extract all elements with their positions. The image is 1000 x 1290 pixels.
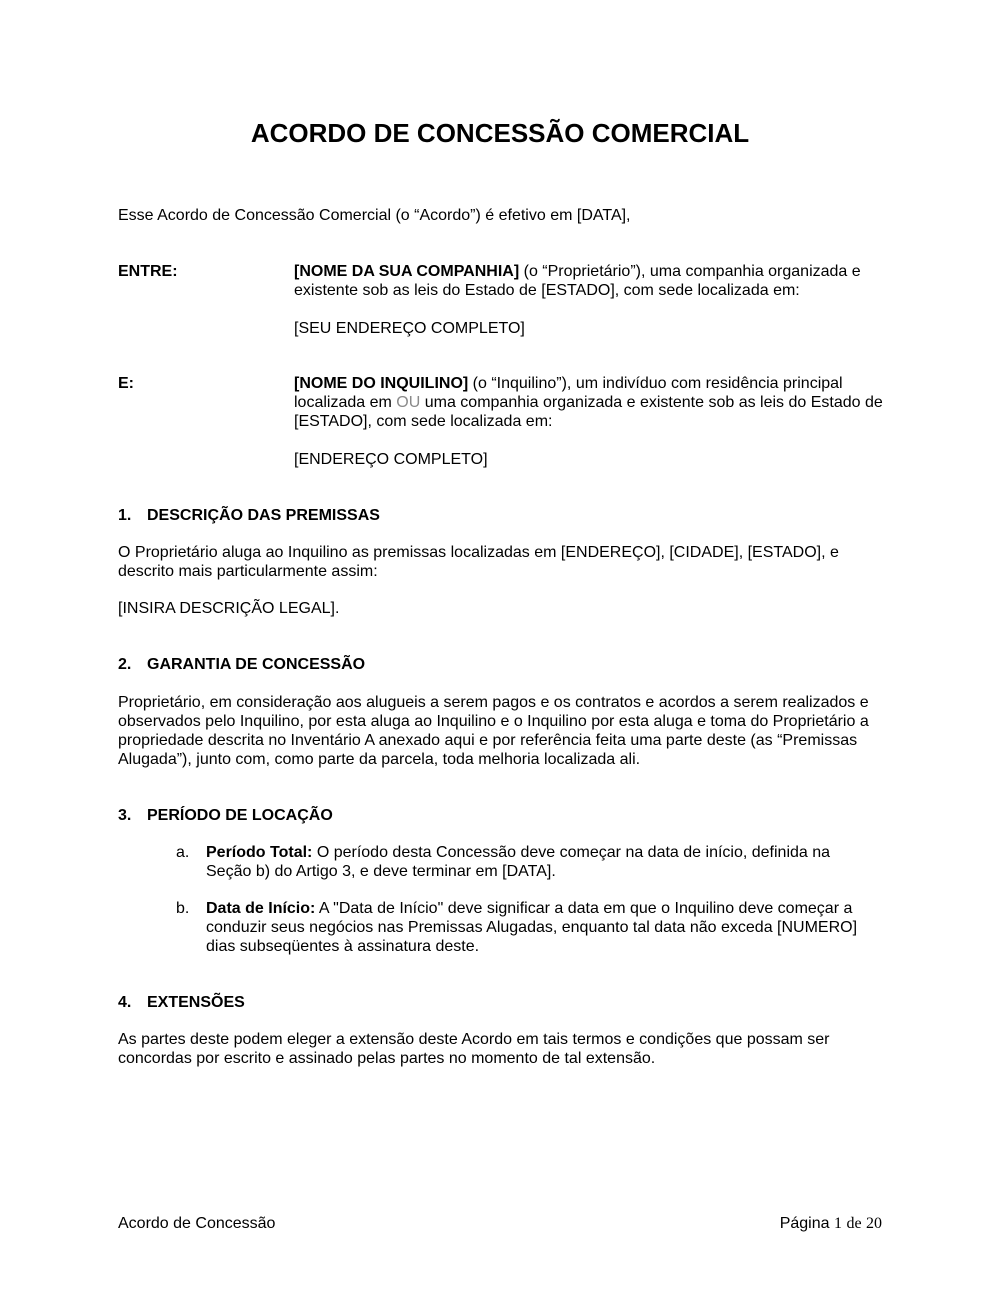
footer-page-label: Página xyxy=(779,1215,830,1232)
item-body: O período desta Concessão deve começar na data de início, definida na Seção b) do Artigo 3, e deve terminar em [DATA]. xyxy=(206,844,831,880)
section-4-title: EXTENSÕES xyxy=(147,994,245,1011)
section-3-title: PERÍODO DE LOCAÇÃO xyxy=(147,807,333,824)
item-body: A "Data de Início" deve significar a data em que o Inquilino deve começar a conduzir seus negócios nas Premissas Alugadas, enquanto tal data não exceda [NUMERO] dias subseqüentes à assinatura deste. xyxy=(206,900,858,955)
item-text xyxy=(206,899,876,956)
item-letter: a. xyxy=(176,844,190,861)
tenant-paragraph xyxy=(294,374,884,431)
section-2-title: GARANTIA DE CONCESSÃO xyxy=(147,656,366,673)
tenant-name: [NOME DO INQUILINO] xyxy=(294,375,469,392)
section-1-title: DESCRIÇÃO DAS PREMISSAS xyxy=(147,507,380,524)
owner-name: [NOME DA SUA COMPANHIA] xyxy=(294,263,520,280)
footer-document-name: Acordo de Concessão xyxy=(118,1215,276,1232)
section-1-number: 1. xyxy=(118,507,132,524)
tenant-ou: OU xyxy=(396,394,421,411)
section-4-heading xyxy=(118,993,245,1012)
section-2-number: 2. xyxy=(118,656,132,673)
item-label: Período Total: xyxy=(206,844,313,861)
item-text xyxy=(206,843,876,881)
section-3-heading xyxy=(118,806,333,825)
list-item xyxy=(176,899,876,956)
entre-label: ENTRE: xyxy=(118,263,178,280)
section-4-text: As partes deste podem eleger a extensão deste Acordo em tais termos e condições que possam ser concordas por escrito e assinado pelas partes no momento de tal extensão. xyxy=(118,1031,830,1067)
section-1-text: O Proprietário aluga ao Inquilino as premissas localizadas em [ENDEREÇO], [CIDADE], [ESTADO], e descrito mais particularmente assim: xyxy=(118,544,839,580)
item-letter: b. xyxy=(176,900,190,917)
footer-page-total: 20 xyxy=(866,1215,882,1232)
list-item xyxy=(176,843,876,881)
section-1-heading xyxy=(118,506,380,525)
section-4-number: 4. xyxy=(118,994,132,1011)
owner-paragraph xyxy=(294,262,884,300)
document-title: ACORDO DE CONCESSÃO COMERCIAL xyxy=(250,118,750,148)
owner-description: (o “Proprietário”), uma companhia organizada e existente sob as leis do Estado de [ESTADO], com sede localizada em: xyxy=(294,263,861,299)
item-label: Data de Início: xyxy=(206,900,316,917)
tenant-description-2: uma companhia organizada e existente sob as leis do Estado de [ESTADO], com sede localizada em: xyxy=(294,394,883,430)
section-2-heading xyxy=(118,655,365,674)
footer-page-current: 1 xyxy=(833,1215,842,1232)
section-3-number: 3. xyxy=(118,807,132,824)
tenant-description-1: (o “Inquilino”), um indivíduo com residência principal localizada em xyxy=(294,375,843,411)
tenant-address: [ENDEREÇO COMPLETO] xyxy=(294,451,488,468)
section-1-legal: [INSIRA DESCRIÇÃO LEGAL]. xyxy=(118,600,340,617)
owner-address: [SEU ENDEREÇO COMPLETO] xyxy=(294,320,525,337)
e-label: E: xyxy=(118,375,134,392)
footer-page-of: de xyxy=(846,1215,862,1232)
section-2-text: Proprietário, em consideração aos alugueis a serem pagos e os contratos e acordos a serem realizados e observados pelo Inquilino, por esta aluga ao Inquilino e o Inquilino por esta aluga e toma do Proprietário a propriedade descrita no Inventário A anexado aqui e por referência feita uma parte deste (as “Premissas Alugada”), junto com, como parte da parcela, toda melhoria localizada ali. xyxy=(118,694,869,768)
intro-paragraph: Esse Acordo de Concessão Comercial (o “Acordo”) é efetivo em [DATA], xyxy=(118,207,631,224)
footer-page-number xyxy=(780,1214,882,1233)
